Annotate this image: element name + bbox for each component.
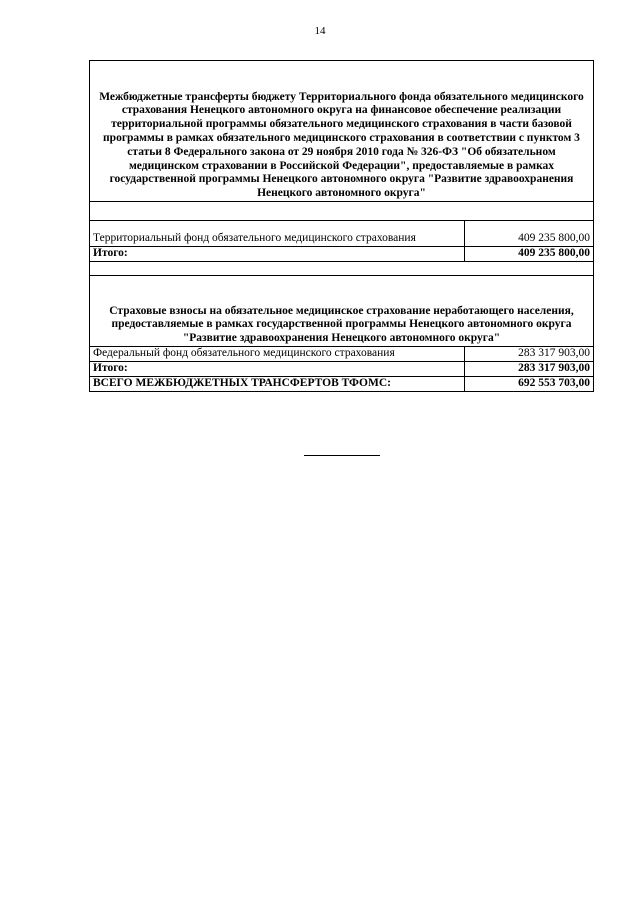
separator-line — [304, 455, 380, 456]
section2-header: Страховые взносы на обязательное медицинское страхование неработающего населения, предоставляемые в рамках государственной программы Ненецкого автономного округа "Развитие здравоохранения Ненецкого автономного округа" — [90, 276, 594, 347]
recipient-amount: 409 235 800,00 — [465, 221, 594, 247]
subtotal-row — [90, 247, 594, 262]
grand-total-amount: 692 553 703,00 — [465, 377, 594, 392]
table-row — [90, 221, 594, 247]
recipient-name: Федеральный фонд обязательного медицинского страхования — [90, 347, 465, 362]
spacer-row — [90, 202, 594, 221]
recipient-name: Территориальный фонд обязательного медицинского страхования — [90, 221, 465, 247]
subtotal-label: Итого: — [90, 247, 465, 262]
recipient-amount: 283 317 903,00 — [465, 347, 594, 362]
subtotal-label: Итого: — [90, 362, 465, 377]
transfers-table — [89, 60, 594, 392]
subtotal-amount: 283 317 903,00 — [465, 362, 594, 377]
section1-header-row — [90, 61, 594, 202]
spacer-row — [90, 262, 594, 276]
page-number: 14 — [314, 25, 326, 37]
subtotal-amount: 409 235 800,00 — [465, 247, 594, 262]
table-row — [90, 347, 594, 362]
grand-total-label: ВСЕГО МЕЖБЮДЖЕТНЫХ ТРАНСФЕРТОВ ТФОМС: — [90, 377, 465, 392]
subtotal-row — [90, 362, 594, 377]
section1-header: Межбюджетные трансферты бюджету Территориального фонда обязательного медицинского страхования Ненецкого автономного округа на финансовое обеспечение реализации территориальной программы обязательного медицинского страхования в части базовой программы в рамках обязательного медицинского страхования в соответствии с пунктом 3 статьи 8 Федерального закона от 29 ноября 2010 года № 326-ФЗ "Об обязательном медицинском страховании в Российской Федерации", предоставляемые в рамках государственной программы Ненецкого автономного округа "Развитие здравоохранения Ненецкого автономного округа" — [90, 61, 594, 202]
section2-header-row — [90, 276, 594, 347]
grand-total-row — [90, 377, 594, 392]
